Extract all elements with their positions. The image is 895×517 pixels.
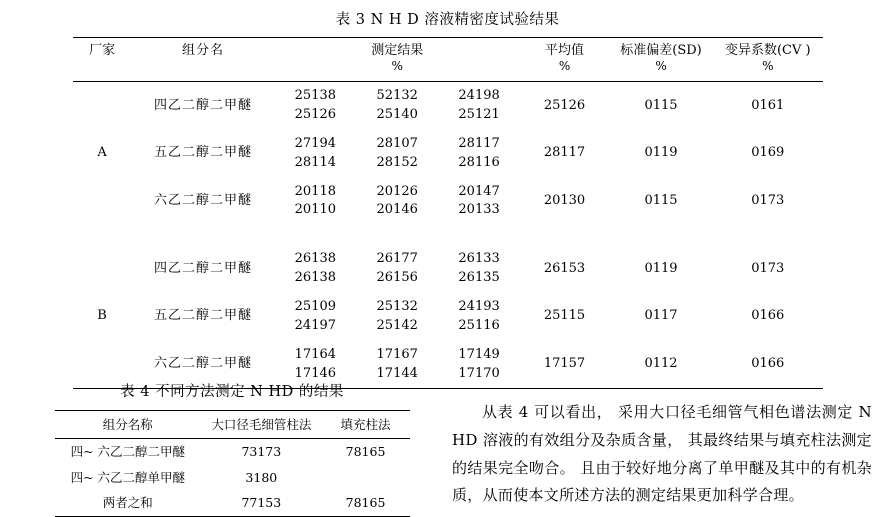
table3-result-2 bbox=[356, 130, 438, 178]
table3-result-1 bbox=[274, 82, 356, 130]
table3-col-sd bbox=[609, 38, 713, 82]
table3-body bbox=[73, 82, 823, 389]
body-paragraph: 从表 4 可以看出， 采用大口径毛细管气相色谱法测定 N HD 溶液的有效组分及杂质含量， 其最终结果与填充柱法测定的结果完全吻合。 且由于较好地分离了单甲醚及其中的有机杂质，从而使本文所述方法的测定结果更加科学合理。 bbox=[452, 403, 872, 505]
table3-result-value: 25138 bbox=[294, 88, 337, 104]
table3-cv: 0169 bbox=[751, 145, 785, 161]
table3-mean: 17157 bbox=[543, 356, 586, 372]
table4-body bbox=[55, 439, 410, 517]
table3-title: 表 3 N H D 溶液精密度试验结果 bbox=[335, 12, 560, 28]
table4 bbox=[55, 410, 410, 517]
table3-result-value: 25142 bbox=[376, 317, 418, 333]
table3-result-value: 27194 bbox=[294, 135, 337, 151]
table3-component: 四乙二醇二甲醚 bbox=[154, 260, 253, 276]
table3-component: 六乙二醇二甲醚 bbox=[154, 356, 253, 372]
table3-cv: 0166 bbox=[751, 308, 785, 324]
table3-result-value: 20110 bbox=[294, 202, 337, 218]
table3-result-3 bbox=[438, 130, 520, 178]
table4-capillary: 77153 bbox=[241, 495, 282, 510]
table3-result-2 bbox=[356, 245, 438, 293]
table3-col-result bbox=[274, 38, 520, 82]
table3-cv: 0161 bbox=[751, 97, 785, 113]
table3-col-mean-unit: % bbox=[558, 59, 571, 74]
table3-result-value: 20118 bbox=[294, 183, 337, 199]
table3-result-value: 17146 bbox=[294, 365, 337, 381]
table4-packed: 78165 bbox=[345, 444, 386, 459]
table-row bbox=[55, 490, 410, 516]
table3-result-value: 20147 bbox=[458, 183, 500, 199]
table3-col-sd-label: 标准偏差(SD) bbox=[620, 43, 702, 58]
table-row bbox=[73, 245, 823, 293]
table3-result-value: 26156 bbox=[376, 270, 418, 286]
table4-title: 表 4 不同方法测定 N HD 的结果 bbox=[120, 384, 344, 400]
table3-col-result-unit: % bbox=[391, 59, 403, 74]
table3-result-1 bbox=[274, 293, 356, 341]
table-row bbox=[73, 178, 823, 226]
table4-block bbox=[42, 380, 422, 517]
table3-result-1 bbox=[274, 178, 356, 226]
table3-result-value: 24193 bbox=[458, 299, 500, 314]
table3-result-value: 26138 bbox=[294, 251, 337, 267]
table3-result-value: 26177 bbox=[376, 251, 418, 267]
table4-head bbox=[55, 411, 410, 439]
table3-result-value: 28117 bbox=[458, 135, 500, 151]
table3-result-3 bbox=[438, 178, 520, 226]
table4-col-packed: 填充柱法 bbox=[322, 411, 410, 439]
table4-capillary: 73173 bbox=[241, 444, 282, 459]
table3-head bbox=[73, 38, 823, 82]
table3-col-mean bbox=[520, 38, 609, 82]
table3-result-value: 17167 bbox=[376, 346, 418, 362]
table3-result-2 bbox=[356, 82, 438, 130]
table3-result-value: 25109 bbox=[294, 299, 337, 314]
table3-col-sd-unit: % bbox=[655, 59, 667, 74]
table3-result-value: 28107 bbox=[376, 135, 418, 151]
table3-result-value: 17149 bbox=[458, 346, 500, 362]
table3-result-value: 24198 bbox=[458, 88, 500, 104]
table3-result-value: 17164 bbox=[294, 346, 337, 362]
table3-component: 五乙二醇二甲醚 bbox=[154, 308, 253, 324]
table-row bbox=[73, 293, 823, 341]
table3-maker-b: B bbox=[97, 308, 107, 324]
table3-cv: 0173 bbox=[751, 260, 785, 276]
table3-mean: 25126 bbox=[543, 97, 586, 113]
table4-component: 两者之和 bbox=[102, 495, 153, 510]
table3-result-1 bbox=[274, 245, 356, 293]
table3-result-value: 25140 bbox=[376, 107, 418, 123]
table3-result-value: 26133 bbox=[458, 251, 500, 267]
table3-result-3 bbox=[438, 245, 520, 293]
table3-result-value: 20133 bbox=[458, 202, 500, 218]
table4-component: 四~ 六乙二醇二甲醚 bbox=[70, 444, 186, 459]
table3-result-value: 20126 bbox=[376, 183, 418, 199]
table-row bbox=[73, 130, 823, 178]
table3-result-value: 25116 bbox=[458, 317, 500, 333]
table4-capillary: 3180 bbox=[245, 469, 278, 485]
table3-result-value: 24197 bbox=[294, 317, 337, 333]
table4-col-component: 组分名称 bbox=[55, 411, 202, 439]
table3-block bbox=[0, 8, 895, 389]
table3-result-value: 17170 bbox=[458, 365, 500, 381]
table3-component: 六乙二醇二甲醚 bbox=[154, 193, 253, 209]
table3-result-value: 26138 bbox=[294, 270, 337, 286]
table3-col-component: 组分名 bbox=[132, 38, 275, 82]
table3 bbox=[73, 37, 823, 389]
table3-component: 四乙二醇二甲醚 bbox=[154, 97, 253, 113]
table-row bbox=[55, 465, 410, 491]
table4-col-capillary: 大口径毛细管柱法 bbox=[201, 411, 322, 439]
table3-cv: 0173 bbox=[751, 193, 785, 209]
table3-result-value: 20146 bbox=[376, 202, 418, 218]
table3-mean: 20130 bbox=[543, 193, 586, 209]
table3-sd: 0119 bbox=[644, 260, 678, 276]
table4-component: 四~ 六乙二醇单甲醚 bbox=[70, 469, 186, 485]
table-row bbox=[55, 439, 410, 465]
table3-sd: 0119 bbox=[644, 145, 678, 161]
table3-mean: 26153 bbox=[543, 260, 586, 276]
table3-result-value: 26135 bbox=[458, 270, 500, 286]
table3-col-result-label: 测定结果 bbox=[371, 43, 424, 58]
table3-result-3 bbox=[438, 82, 520, 130]
table3-result-value: 25126 bbox=[294, 107, 337, 123]
table3-result-1 bbox=[274, 130, 356, 178]
table3-result-value: 28114 bbox=[294, 154, 337, 170]
table3-result-3 bbox=[438, 341, 520, 389]
table3-sd: 0115 bbox=[644, 97, 678, 113]
table3-col-cv-unit: % bbox=[762, 59, 774, 74]
table3-header-row bbox=[73, 38, 823, 82]
table4-header-row bbox=[55, 411, 410, 439]
table3-result-value: 52132 bbox=[376, 88, 418, 104]
table3-col-cv bbox=[713, 38, 822, 82]
table-row bbox=[73, 82, 823, 130]
table3-maker-a: A bbox=[97, 145, 107, 161]
table3-result-value: 25132 bbox=[376, 299, 418, 314]
table4-packed bbox=[322, 465, 410, 491]
table3-result-value: 17144 bbox=[376, 365, 418, 381]
table3-result-value: 28116 bbox=[458, 154, 500, 170]
table3-component: 五乙二醇二甲醚 bbox=[154, 145, 253, 161]
table3-mean: 28117 bbox=[543, 145, 586, 161]
table3-sd: 0112 bbox=[644, 356, 678, 372]
table3-col-maker: 厂家 bbox=[73, 38, 132, 82]
table3-sd: 0115 bbox=[644, 193, 678, 209]
table3-col-cv-label: 变异系数(CV ) bbox=[724, 43, 811, 58]
table3-result-value: 28152 bbox=[376, 154, 418, 170]
table4-packed: 78165 bbox=[345, 495, 386, 510]
table3-sd: 0117 bbox=[644, 308, 678, 324]
table3-result-2 bbox=[356, 293, 438, 341]
table3-cv: 0166 bbox=[751, 356, 785, 372]
table3-group-gap bbox=[73, 225, 823, 245]
table3-col-mean-label: 平均值 bbox=[545, 43, 585, 58]
table3-result-value: 25121 bbox=[458, 107, 500, 123]
table3-result-2 bbox=[356, 178, 438, 226]
table3-result-3 bbox=[438, 293, 520, 341]
table3-mean: 25115 bbox=[543, 308, 586, 324]
